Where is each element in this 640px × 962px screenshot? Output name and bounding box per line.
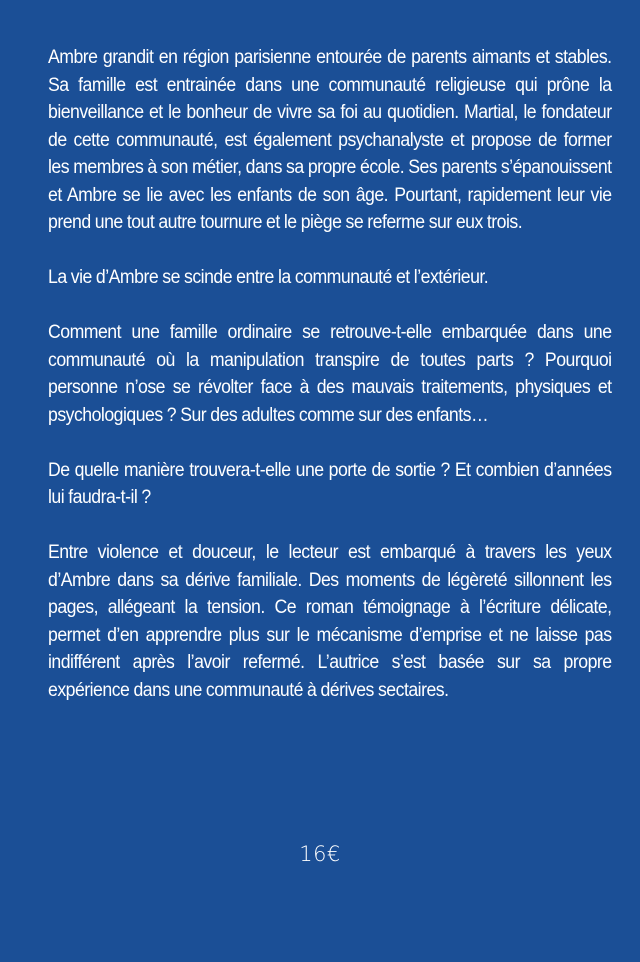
synopsis-paragraph-1: Ambre grandit en région parisienne entourée de parents aimants et stables. Sa famille est entrainée dans une communauté religieuse qui prône la bienveillance et le bonheur de vivre sa foi au quotidien. Martial, le fondateur de cette communauté, est également psychanalyste et propose de former les membres à son métier, dans sa propre école. Ses parents s’épanouissent et Ambre se lie avec les enfants de son âge. Pourtant, rapidement leur vie prend une tout autre tournure et le piège se referme sur eux trois.: [48, 47, 612, 233]
synopsis-paragraph-4: De quelle manière trouvera-t-elle une porte de sortie ? Et combien d’années lui faudra-t-il ?: [48, 459, 612, 508]
synopsis-paragraph-5: Entre violence et douceur, le lecteur est embarqué à travers les yeux d’Ambre dans sa dérive familiale. Des moments de légèreté sillonnent les pages, allégeant la tension. Ce roman témoignage à l’écriture délicate, permet d’en apprendre plus sur le mécanisme d’emprise et ne laisse pas indifférent après l’avoir refermé. L’autrice s’est basée sur sa propre expérience dans une communauté à dérives sectaires.: [48, 542, 612, 701]
synopsis-paragraph-3: Comment une famille ordinaire se retrouve-t-elle embarquée dans une communauté où la manipulation transpire de toutes parts ? Pourquoi personne n’ose se révolter face à des mauvais traitements, physiques et psychologiques ? Sur des adultes comme sur des enfants…: [48, 322, 612, 426]
synopsis-paragraph-2: La vie d’Ambre se scinde entre la communauté et l’extérieur.: [48, 267, 489, 288]
synopsis-text: [48, 44, 612, 732]
price-label: 16€: [299, 842, 341, 866]
